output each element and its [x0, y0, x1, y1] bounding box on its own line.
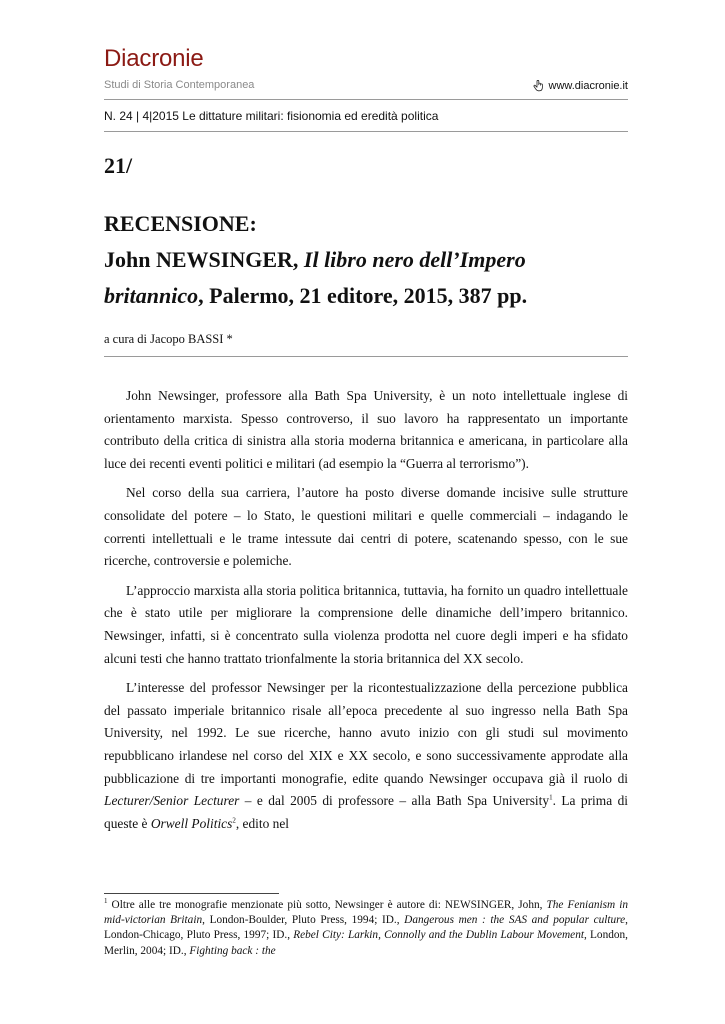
fn-text-3: , London-Chicago, Pluto Press, 1997; ID.,: [104, 914, 628, 942]
hand-pointer-icon: [533, 80, 545, 92]
issue-divider: [104, 131, 628, 132]
title-author: John NEWSINGER,: [104, 247, 304, 272]
fn-italic-4: Fighting back : the: [189, 944, 276, 957]
header-divider: [104, 99, 628, 100]
article-title: [104, 206, 628, 314]
title-book-a: Il libro nero dell’Impero: [303, 247, 526, 272]
fn-italic-2: Dangerous men : the SAS and popular culture: [404, 914, 626, 927]
fn-italic-1: The Fenianism in mid-victorian Britain: [104, 899, 629, 927]
p4-text-a: L’interesse del professor Newsinger per la ricontestualizzazione della percezione pubblica del passato imperiale britannico risale all’epoca precedente al suo ingresso nella Bath Spa University, nel 1992. Le sue ricerche, hanno avuto inizio con gli studi sul movimento repubblicano irlandese nel corso del XIX e XX secolo, e sono successivamente approdate alla pubblicazione di tre importanti monografie, edite quando Newsinger occupava già il ruolo di: [104, 680, 628, 786]
journal-subtitle: Studi di Storia Contemporanea: [104, 79, 255, 91]
p4-text-c: . La prima di queste è: [104, 793, 628, 831]
footnote-divider: [104, 893, 279, 894]
journal-brand: Diacronie: [104, 45, 204, 72]
footnote-marker: 1: [104, 897, 108, 906]
title-publication: , Palermo, 21 editore, 2015, 387 pp.: [198, 283, 528, 308]
paragraph-4: [104, 677, 628, 835]
paragraph-2: Nel corso della sua carriera, l’autore ha posto diverse domande incisive sulle strutture consolidate del potere – lo Stato, le questioni militari e quelle commerciali – indagando le correnti intellettuali e le trame intessute dai centri di potere, scatenando spesso, con le sue ricerche, controversie e polemiche.: [104, 485, 628, 569]
footnote-ref-2[interactable]: 2: [232, 816, 236, 825]
p4-italic-title: Orwell Politics: [150, 815, 233, 831]
title-heading: RECENSIONE:: [104, 211, 257, 236]
fn-italic-3: Rebel City: Larkin, Connolly and the Dublin Labour Movement: [293, 929, 584, 942]
p4-italic-role: Lecturer/Senior Lecturer: [104, 793, 240, 809]
p4-text-d: , edito nel: [235, 815, 290, 831]
fn-text-1: Oltre alle tre monografie menzionate più sotto, Newsinger è autore di: NEWSINGER, John,: [107, 899, 547, 911]
journal-header: [104, 0, 628, 100]
title-book-b: britannico: [104, 283, 199, 308]
paragraph-1: John Newsinger, professore alla Bath Spa University, è un noto intellettuale inglese di orientamento marxista. Spesso controverso, il suo lavoro ha rappresentato un importante contributo della critica di sinistra alla storia moderna britannica e americana, in particolare alla luce dei recenti eventi politici e militari (ad esempio la “Guerra al terrorismo”).: [104, 388, 628, 471]
paragraph-3: L’approccio marxista alla storia politica britannica, tuttavia, ha fornito un quadro intellettuale che è stato utile per migliorare la comprensione delle dinamiche dell’impero britannico. Newsinger, infatti, si è concentrato sulla violenza prodotta nel cuore degli imperi e ha sfidato alcuni testi che hanno trattato trionfalmente la storia britannica del XX secolo.: [104, 582, 628, 666]
footnote-ref-1[interactable]: 1: [549, 793, 553, 802]
fn-text-2: , London-Boulder, Pluto Press, 1994; ID.,: [202, 914, 405, 927]
site-url[interactable]: www.diacronie.it: [548, 79, 628, 92]
title-citation-cont: [104, 278, 628, 314]
journal-site-link[interactable]: [533, 80, 628, 92]
document-page: [104, 0, 629, 957]
article-number: 21/: [104, 153, 133, 178]
fn-text-4: , London, Merlin, 2004; ID.,: [104, 929, 628, 957]
issue-line: N. 24 | 4|2015 Le dittature militari: fisionomia ed eredità politica: [104, 109, 439, 123]
curator-line: a cura di Jacopo BASSI *: [104, 332, 233, 346]
title-citation: [104, 242, 628, 278]
footnote-1: [104, 898, 628, 959]
p4-text-b: – e dal 2005 di professore – alla Bath Spa University: [239, 793, 550, 809]
title-divider: [104, 356, 628, 357]
article-body: [104, 385, 628, 842]
